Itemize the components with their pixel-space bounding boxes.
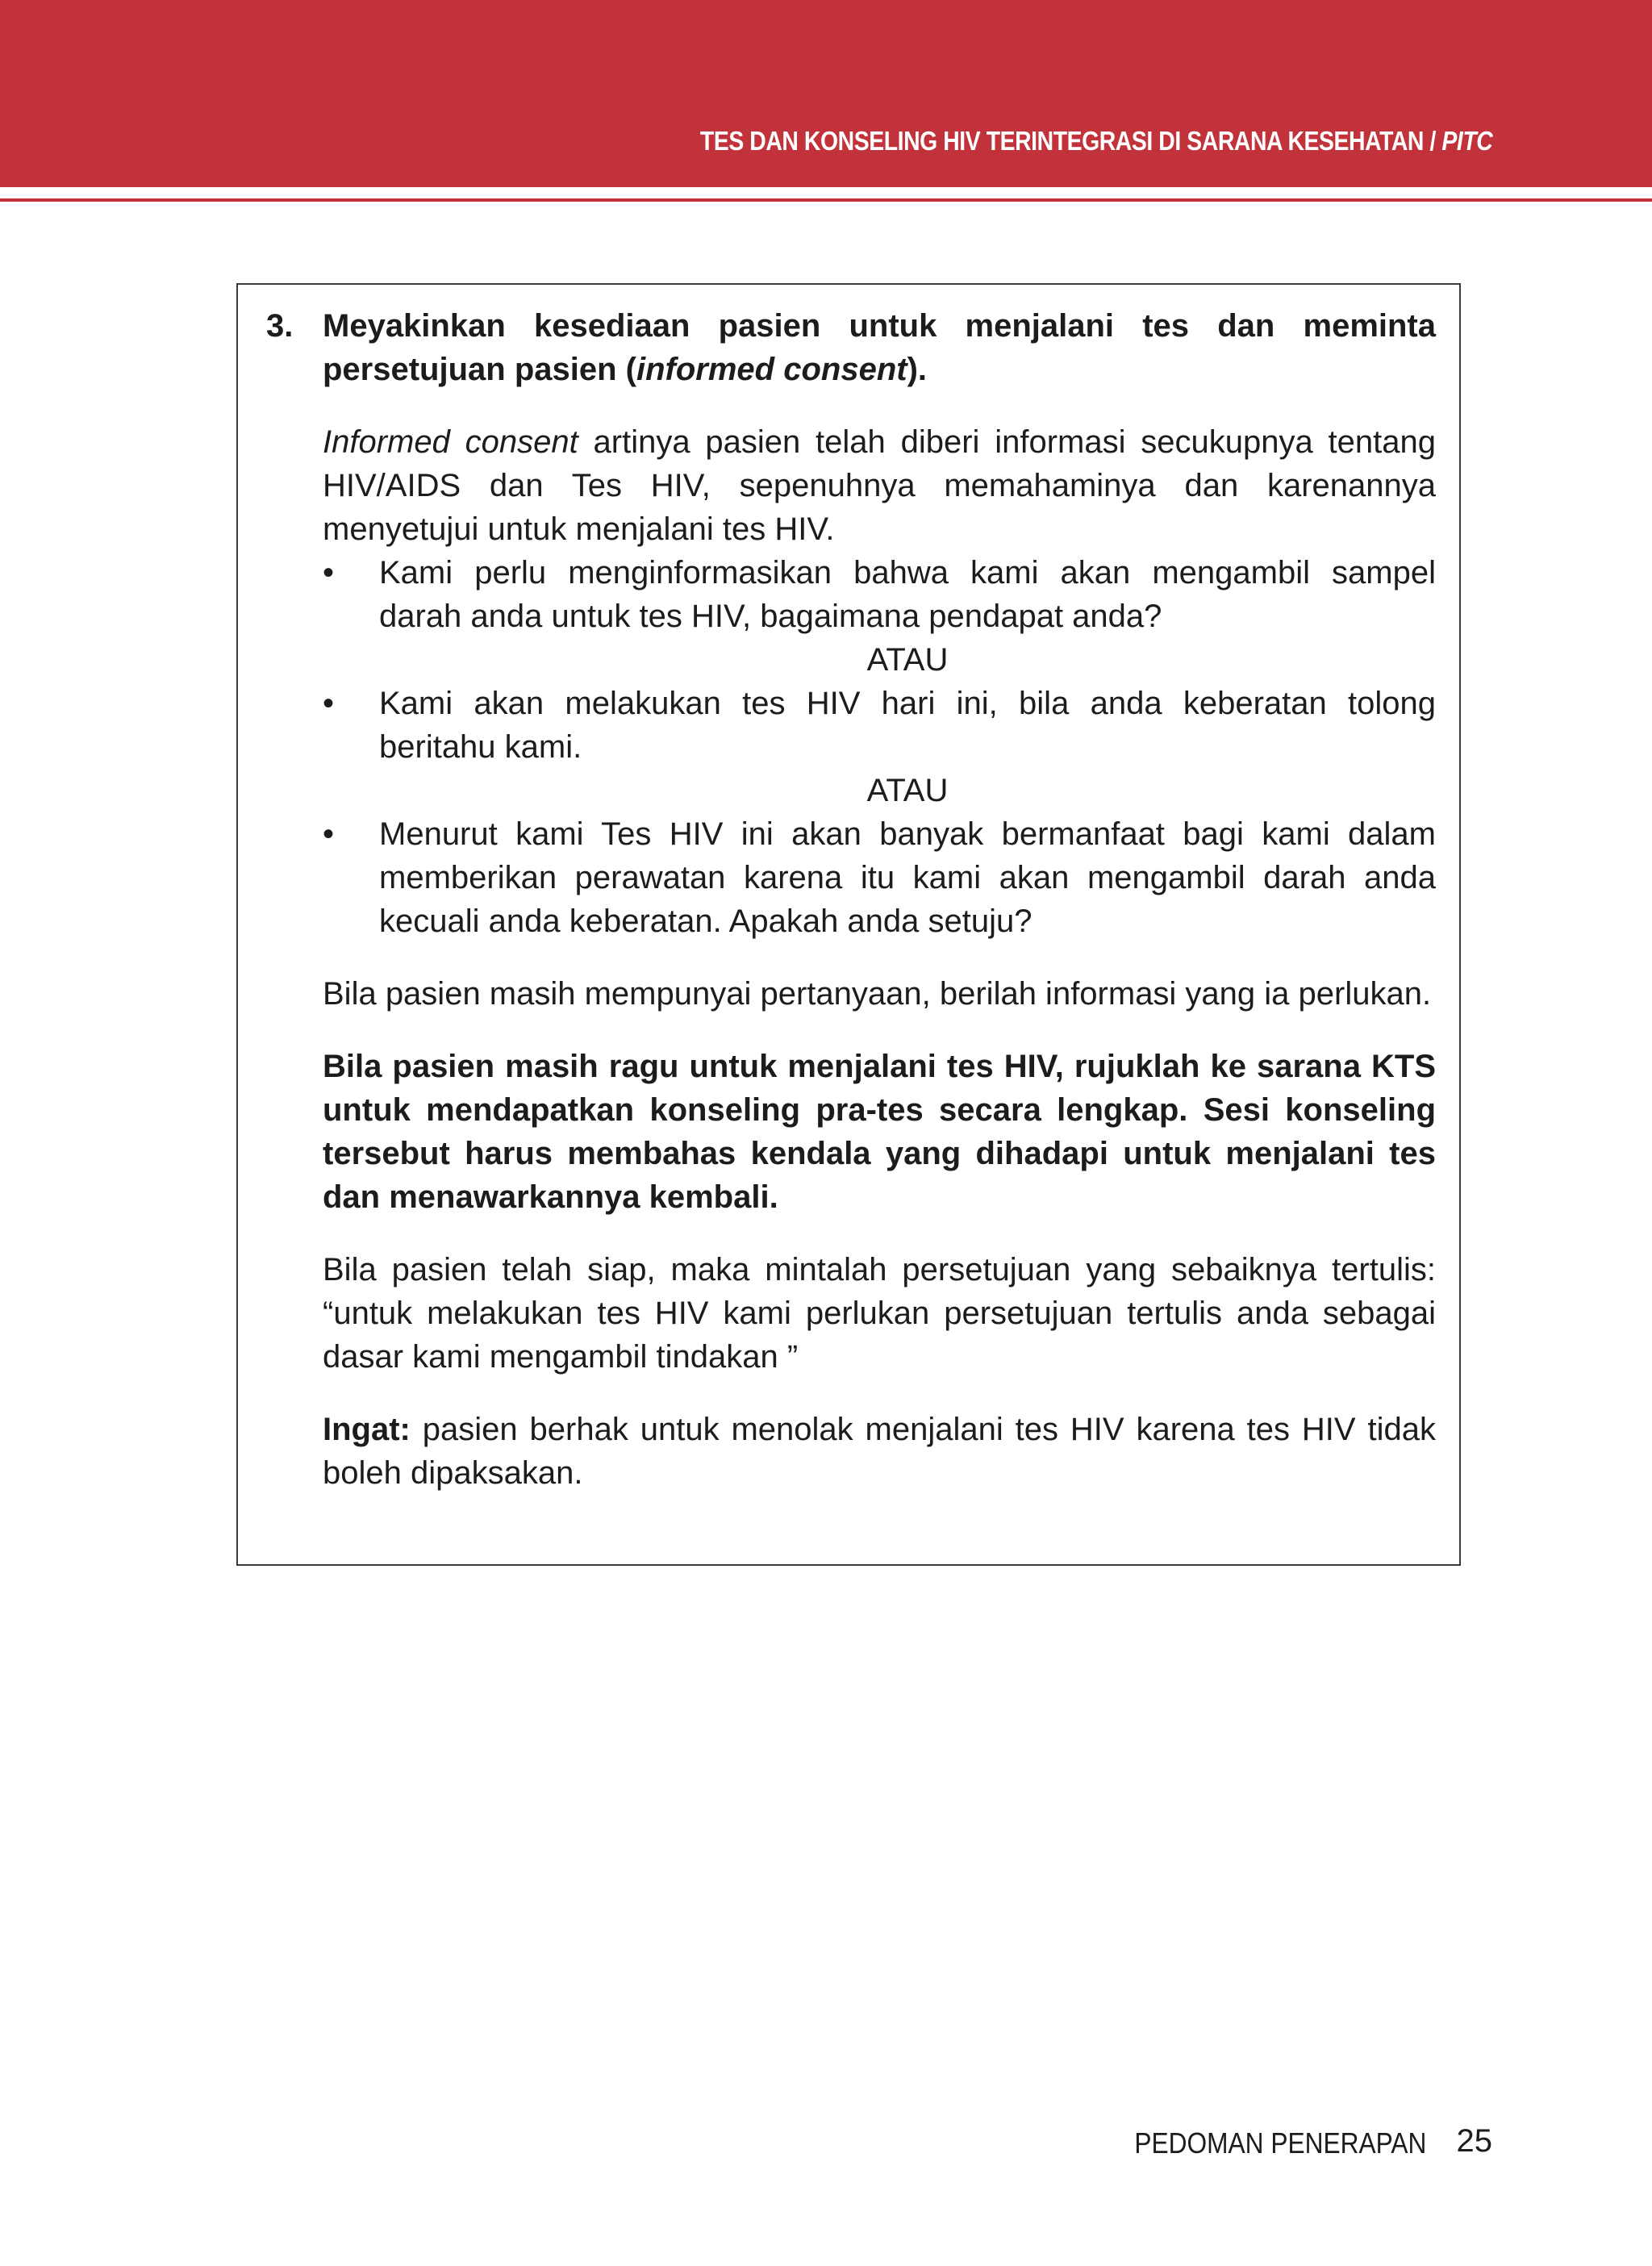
heading-part2: ). [907,352,928,387]
remember-text: pasien berhak untuk menolak menjalani tes HIV karena tes HIV tidak boleh dipaksakan. [323,1412,1436,1491]
header-rule [0,198,1652,202]
intro-paragraph [323,420,1436,551]
header-band [0,0,1652,187]
running-head-main: TES DAN KONSELING HIV TERINTEGRASI DI SARANA KESEHATAN / [699,126,1442,156]
ready-paragraph: Bila pasien telah siap, maka mintalah persetujuan yang sebaiknya tertulis: “untuk melakukan tes HIV kami perlukan persetujuan tertulis anda sebagai dasar kami mengambil tindakan ” [323,1252,1436,1375]
bullet-item-2 [323,682,1436,769]
bullet-list [323,551,1436,638]
bullet-text-3: Menurut kami Tes HIV ini akan banyak bermanfaat bagi kami dalam memberikan perawatan karena itu kami akan mengambil darah anda kecuali anda keberatan. Apakah anda setuju? [379,816,1436,939]
bullet-list-3 [323,812,1436,943]
footer-label: PEDOMAN PENERAPAN [1133,2126,1426,2160]
remember-paragraph [323,1408,1436,1495]
intro-italic: Informed consent [323,424,578,460]
bullet-item-3 [323,812,1436,943]
heading-part1: Meyakinkan kesediaan pasien untuk menjalani tes dan meminta persetujuan pasien ( [323,308,1436,387]
bullet-list-2 [323,682,1436,769]
heading-italic: informed consent [636,352,907,387]
remember-label: Ingat: [323,1412,411,1447]
intro-rest: artinya pasien telah diberi informasi secukupnya tentang HIV/AIDS dan Tes HIV, sepenuhnya memahaminya dan karenannya menyetujui untuk menjalani tes HIV. [323,424,1436,547]
item-heading [323,304,1436,391]
atau-divider-2: ATAU [866,773,949,808]
bullet-icon: • [323,686,335,721]
bullet-text-1: Kami perlu menginformasikan bahwa kami akan mengambil sampel darah anda untuk tes HIV, bagaimana pendapat anda? [379,555,1436,634]
questions-paragraph: Bila pasien masih mempunyai pertanyaan, berilah informasi yang ia perlukan. [323,976,1432,1012]
referral-paragraph: Bila pasien masih ragu untuk menjalani tes HIV, rujuklah ke sarana KTS untuk mendapatkan konseling pra-tes secara lengkap. Sesi konseling tersebut harus membahas kendala yang dihadapi untuk menjalani tes dan menawarkannya kembali. [323,1049,1436,1215]
bullet-icon: • [323,555,335,590]
item-number: 3. [266,308,294,344]
running-head [700,126,1492,156]
content-box [236,283,1461,1566]
bullet-text-2: Kami akan melakukan tes HIV hari ini, bila anda keberatan tolong beritahu kami. [379,686,1436,765]
running-head-italic: PITC [1441,126,1492,156]
bullet-item-1 [323,551,1436,638]
bullet-icon: • [323,816,335,852]
atau-divider-1: ATAU [866,642,949,678]
page-number: 25 [1456,2123,1492,2159]
content-inner [266,304,1436,1495]
